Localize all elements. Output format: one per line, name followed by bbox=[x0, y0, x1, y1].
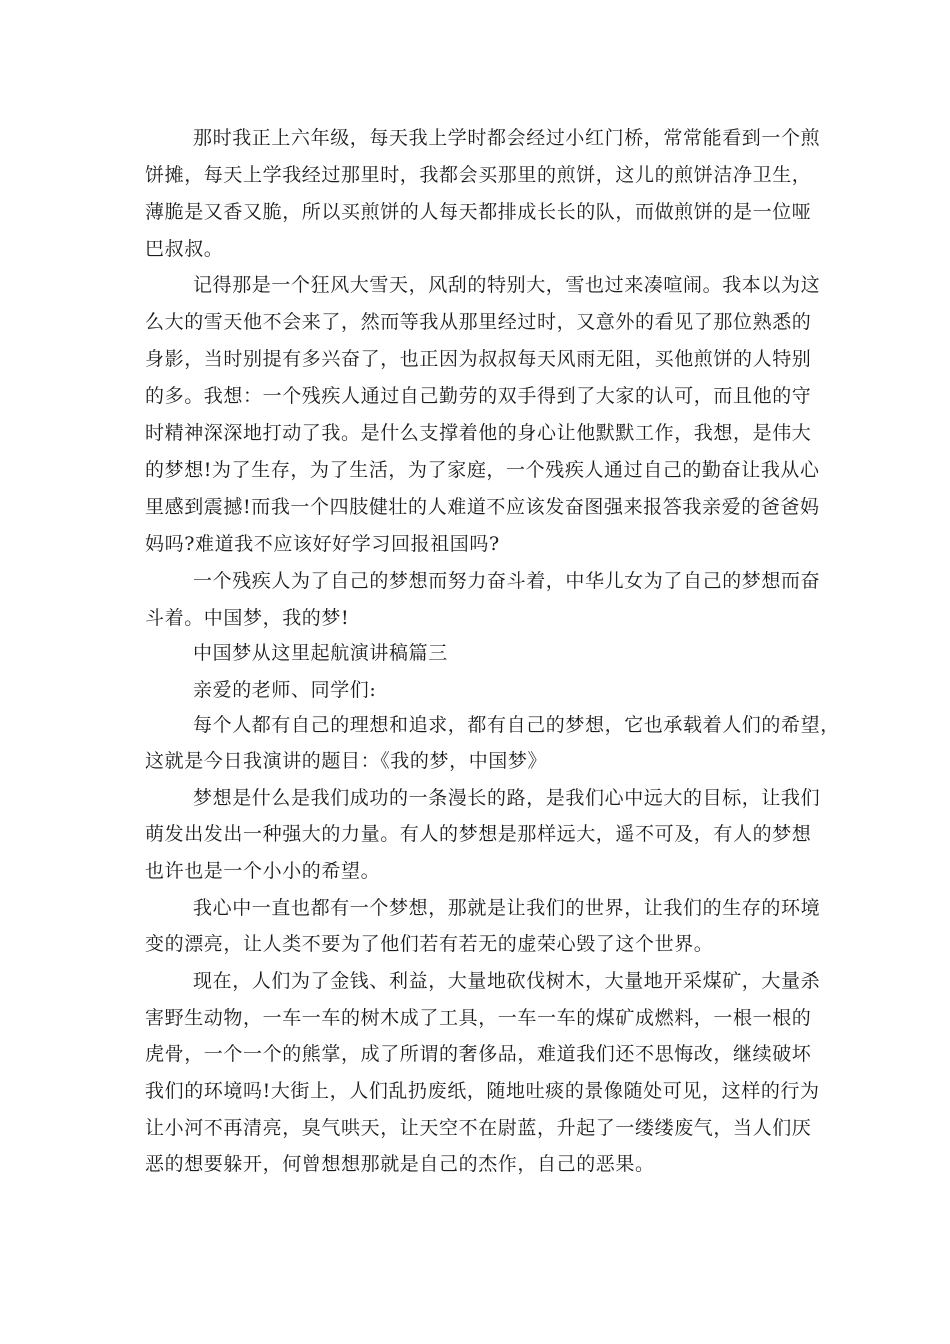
text-line: 妈吗?难道我不应该好好学习回报祖国吗? bbox=[145, 533, 500, 555]
text-line: 斗着。中国梦，我的梦! bbox=[145, 607, 350, 629]
text-line: 变的漂亮，让人类不要为了他们若有若无的虚荣心毁了这个世界。 bbox=[145, 933, 714, 955]
section-heading: 中国梦从这里起航演讲稿篇三 bbox=[193, 642, 448, 664]
text-line: 里感到震撼!而我一个四肢健壮的人难道不应该发奋图强来报答我亲爱的爸爸妈 bbox=[145, 496, 820, 518]
text-line: 记得那是一个狂风大雪天，风刮的特别大，雪也过来凑喧闹。我本以为这 bbox=[193, 274, 821, 296]
text-line: 巴叔叔。 bbox=[145, 238, 224, 260]
text-line: 梦想是什么是我们成功的一条漫长的路，是我们心中远大的目标，让我们 bbox=[193, 787, 821, 809]
text-line: 我心中一直也都有一个梦想，那就是让我们的世界，让我们的生存的环境 bbox=[193, 897, 821, 919]
text-line: 一个残疾人为了自己的梦想而努力奋斗着，中华儿女为了自己的梦想而奋 bbox=[193, 570, 821, 592]
text-line: 时精神深深地打动了我。是什么支撑着他的身心让他默默工作，我想，是伟大 bbox=[145, 422, 812, 444]
text-line: 这就是今日我演讲的题目：《我的梦，中国梦》 bbox=[145, 750, 548, 772]
text-line: 么大的雪天他不会来了，然而等我从那里经过时，又意外的看见了那位熟悉的 bbox=[145, 311, 812, 333]
text-line: 饼摊，每天上学我经过那里时，我都会买那里的煎饼，这儿的煎饼洁净卫生， bbox=[145, 164, 812, 186]
text-line: 让小河不再清亮，臭气哄天，让天空不在尉蓝，升起了一缕缕废气，当人们厌 bbox=[145, 1117, 812, 1139]
salutation: 亲爱的老师、同学们: bbox=[193, 679, 377, 701]
text-line: 萌发出发出一种强大的力量。有人的梦想是那样远大，遥不可及，有人的梦想 bbox=[145, 823, 812, 845]
text-line: 害野生动物，一车一车的树木成了工具，一车一车的煤矿成燃料，一根一根的 bbox=[145, 1007, 812, 1029]
text-line: 身影，当时别提有多兴奋了，也正因为叔叔每天风雨无阻，买他煎饼的人特别 bbox=[145, 348, 812, 370]
text-line: 的多。我想：一个残疾人通过自己勤劳的双手得到了大家的认可，而且他的守 bbox=[145, 385, 812, 407]
text-line: 我们的环境吗!大街上，人们乱扔废纸，随地吐痰的景像随处可见，这样的行为 bbox=[145, 1080, 820, 1102]
text-line: 薄脆是又香又脆，所以买煎饼的人每天都排成长长的队，而做煎饼的是一位哑 bbox=[145, 201, 812, 223]
text-line: 恶的想要躲开，何曾想想那就是自己的杰作，自己的恶果。 bbox=[145, 1153, 655, 1175]
text-line: 现在，人们为了金钱、利益，大量地砍伐树木，大量地开采煤矿，大量杀 bbox=[193, 970, 821, 992]
text-line: 每个人都有自己的理想和追求，都有自己的梦想，它也承载着人们的希望， bbox=[193, 714, 840, 736]
text-line: 的梦想!为了生存，为了生活，为了家庭，一个残疾人通过自己的勤奋让我从心 bbox=[145, 459, 820, 481]
text-line: 虎骨，一个一个的熊掌，成了所谓的奢侈品，难道我们还不思悔改，继续破坏 bbox=[145, 1043, 812, 1065]
text-line: 那时我正上六年级，每天我上学时都会经过小红门桥，常常能看到一个煎 bbox=[193, 127, 821, 149]
text-line: 也许也是一个小小的希望。 bbox=[145, 860, 381, 882]
